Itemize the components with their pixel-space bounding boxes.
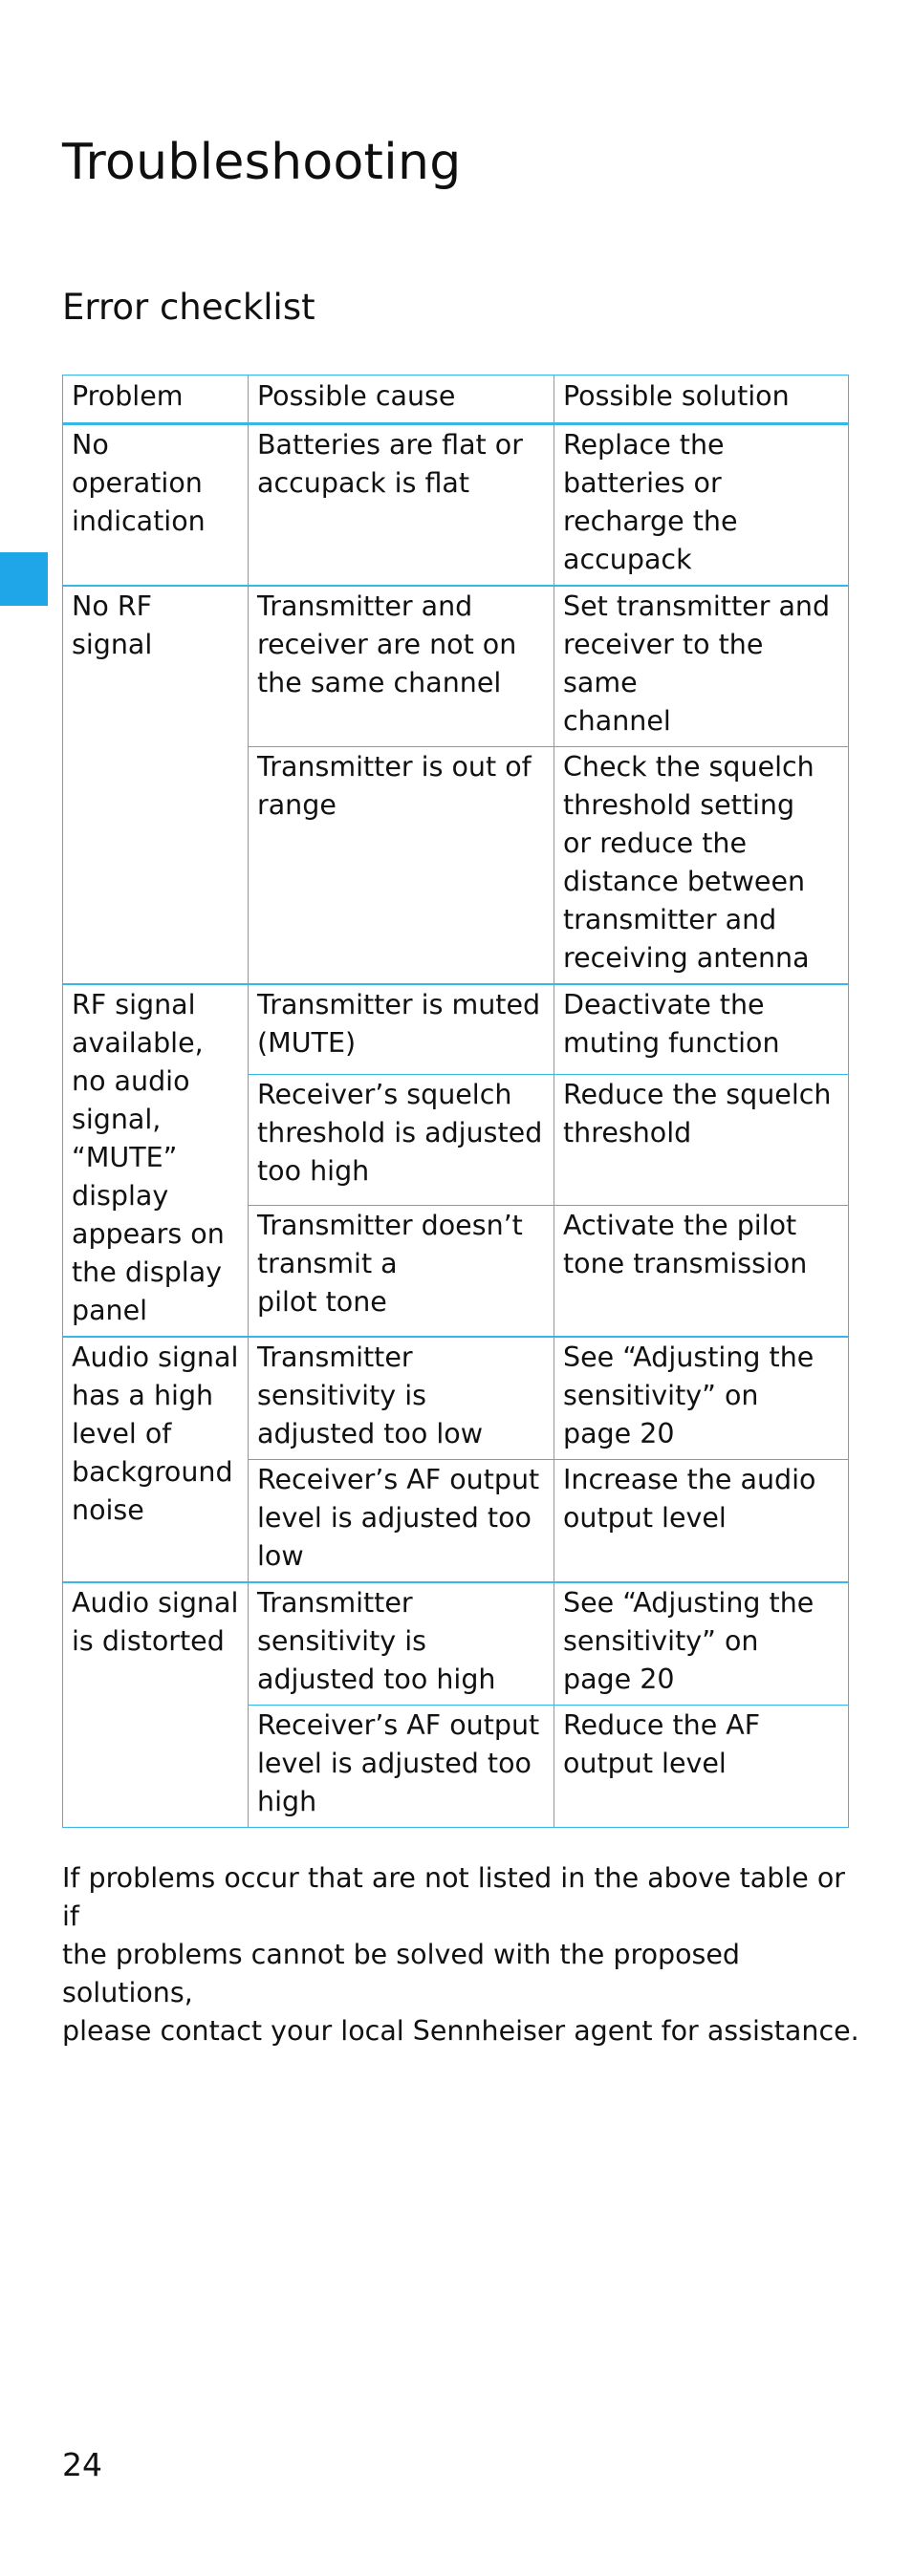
solution-cell: Check the squelch threshold setting or reduce the distance between transmitter and receiving antenna bbox=[554, 747, 849, 985]
cause-cell: Receiver’s AF output level is adjusted too low bbox=[249, 1460, 554, 1583]
section-title: Error checklist bbox=[62, 287, 315, 328]
table-row bbox=[63, 984, 849, 1075]
solution-cell: See “Adjusting the sensitivity” on page 20 bbox=[554, 1337, 849, 1460]
cause-cell: Batteries are flat or accupack is flat bbox=[249, 424, 554, 587]
header-problem: Problem bbox=[63, 376, 249, 424]
page-number: 24 bbox=[62, 2446, 102, 2483]
solution-cell: Activate the pilot tone transmission bbox=[554, 1206, 849, 1337]
table-row bbox=[63, 1582, 849, 1706]
table-header-row bbox=[63, 376, 849, 424]
solution-cell: Deactivate the muting function bbox=[554, 984, 849, 1075]
problem-cell: No RF signal bbox=[63, 586, 249, 984]
problem-cell: Audio signal is distorted bbox=[63, 1582, 249, 1828]
solution-cell: Set transmitter and receiver to the same channel bbox=[554, 586, 849, 747]
cause-cell: Transmitter sensitivity is adjusted too high bbox=[249, 1582, 554, 1706]
problem-cell: No operation indication bbox=[63, 424, 249, 587]
cause-cell: Receiver’s AF output level is adjusted too high bbox=[249, 1706, 554, 1828]
cause-cell: Transmitter and receiver are not on the same channel bbox=[249, 586, 554, 747]
cause-cell: Transmitter is muted (MUTE) bbox=[249, 984, 554, 1075]
solution-cell: Increase the audio output level bbox=[554, 1460, 849, 1583]
page-title: Troubleshooting bbox=[62, 134, 462, 191]
table-row bbox=[63, 586, 849, 747]
header-possible-solution: Possible solution bbox=[554, 376, 849, 424]
chapter-tab-marker bbox=[0, 552, 48, 606]
cause-cell: Transmitter sensitivity is adjusted too low bbox=[249, 1337, 554, 1460]
cause-cell: Receiver’s squelch threshold is adjusted too high bbox=[249, 1075, 554, 1206]
problem-cell: RF signal available, no audio signal, “MUTE” display appears on the display panel bbox=[63, 984, 249, 1337]
problem-cell: Audio signal has a high level of background noise bbox=[63, 1337, 249, 1582]
solution-cell: See “Adjusting the sensitivity” on page 20 bbox=[554, 1582, 849, 1706]
table-row bbox=[63, 1337, 849, 1460]
cause-cell: Transmitter doesn’t transmit a pilot tone bbox=[249, 1206, 554, 1337]
table-row bbox=[63, 424, 849, 587]
error-checklist-table bbox=[62, 375, 849, 1828]
cause-cell: Transmitter is out of range bbox=[249, 747, 554, 985]
header-possible-cause: Possible cause bbox=[249, 376, 554, 424]
solution-cell: Reduce the AF output level bbox=[554, 1706, 849, 1828]
footer-note: If problems occur that are not listed in the above table or if the problems cannot be solved with the proposed solutions, please contact your local Sennheiser agent for assistance. bbox=[62, 1862, 859, 2047]
solution-cell: Reduce the squelch threshold bbox=[554, 1075, 849, 1206]
solution-cell: Replace the batteries or recharge the accupack bbox=[554, 424, 849, 587]
